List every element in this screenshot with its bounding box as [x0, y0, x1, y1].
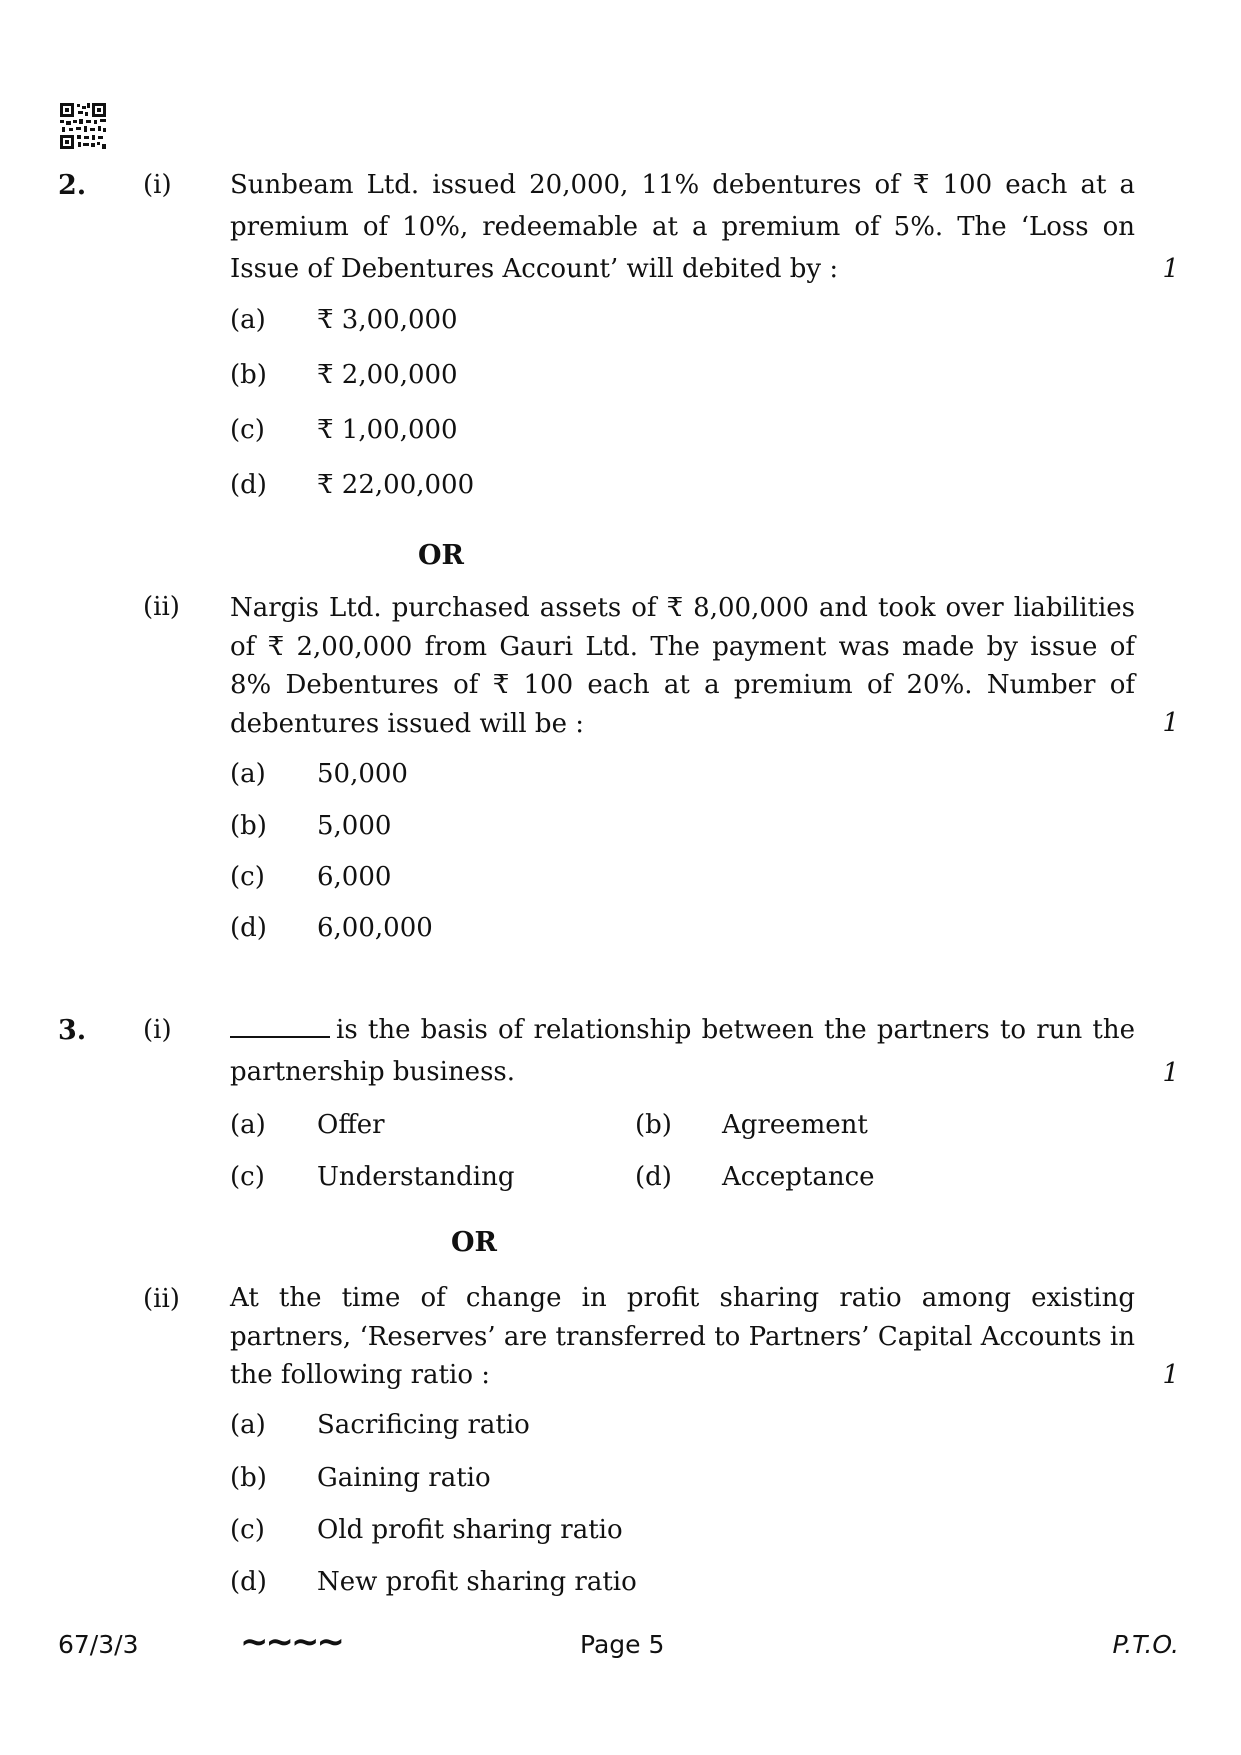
qr-code-icon — [60, 103, 106, 149]
q3-or-separator: OR — [451, 1227, 497, 1258]
q2-ii-option-a-text: 50,000 — [317, 759, 408, 789]
q3-i-option-b-text: Agreement — [722, 1110, 868, 1140]
q3-part-ii-marks: 1 — [1162, 1360, 1179, 1390]
q2-i-option-d-text: ₹ 22,00,000 — [317, 470, 475, 500]
q2-part-i-marks: 1 — [1162, 254, 1179, 284]
q2-part-ii-stem: Nargis Ltd. purchased assets of ₹ 8,00,000 and took over liabilities of ₹ 2,00,000 from Gauri Ltd. The payment was made by issue of 8% Debentures of ₹ 100 each at a premium of 20%. Number of debentures issued will be : — [230, 593, 1135, 739]
q3-ii-option-d-text: New profit sharing ratio — [317, 1567, 637, 1597]
q3-ii-option-c-text: Old profit sharing ratio — [317, 1515, 623, 1545]
q3-part-i-text: is the basis of relationship between the partners to run the partnership business. — [230, 1015, 1135, 1087]
q3-part-ii-label: (ii) — [143, 1284, 180, 1314]
q3-part-i-label: (i) — [143, 1015, 172, 1045]
squiggle-mark: ∼∼∼∼ — [240, 1622, 342, 1662]
q3-ii-option-c-label: (c) — [230, 1515, 265, 1545]
please-turn-over: P.T.O. — [1112, 1630, 1179, 1659]
q3-i-option-d-text: Acceptance — [722, 1162, 875, 1192]
question-number-2: 2. — [58, 170, 87, 201]
q2-i-option-b-label: (b) — [230, 360, 267, 390]
q3-ii-option-b-text: Gaining ratio — [317, 1463, 491, 1493]
fill-in-blank — [230, 1036, 330, 1038]
q2-part-ii-label: (ii) — [143, 592, 180, 622]
q2-i-option-a-label: (a) — [230, 305, 266, 335]
q2-i-option-d-label: (d) — [230, 470, 267, 500]
q3-i-option-b-label: (b) — [635, 1110, 672, 1140]
q3-part-i-marks: 1 — [1162, 1058, 1179, 1088]
q2-part-i-label: (i) — [143, 170, 172, 200]
q3-i-option-d-label: (d) — [635, 1162, 672, 1192]
q3-part-ii-stem: At the time of change in profit sharing ratio among existing partners, ‘Reserves’ are transferred to Partners’ Capital Accounts in the following ratio : — [230, 1283, 1135, 1390]
q2-i-option-c-label: (c) — [230, 415, 265, 445]
q3-ii-option-a-label: (a) — [230, 1410, 266, 1440]
q2-ii-option-c-text: 6,000 — [317, 862, 392, 892]
q3-i-option-c-text: Understanding — [317, 1162, 515, 1192]
paper-code: 67/3/3 — [58, 1630, 139, 1659]
page-number: Page 5 — [580, 1630, 665, 1659]
q3-i-option-a-label: (a) — [230, 1110, 266, 1140]
q2-ii-option-d-text: 6,00,000 — [317, 913, 433, 943]
q2-ii-option-d-label: (d) — [230, 913, 267, 943]
question-number-3: 3. — [58, 1015, 87, 1046]
q3-ii-option-a-text: Sacrificing ratio — [317, 1410, 530, 1440]
q3-ii-option-b-label: (b) — [230, 1463, 267, 1493]
q2-i-option-b-text: ₹ 2,00,000 — [317, 360, 458, 390]
q2-i-option-a-text: ₹ 3,00,000 — [317, 305, 458, 335]
q2-part-i-stem: Sunbeam Ltd. issued 20,000, 11% debentures of ₹ 100 each at a premium of 10%, redeemable at a premium of 5%. The ‘Loss on Issue of Debentures Account’ will debited by : — [230, 170, 1135, 284]
q2-part-ii-marks: 1 — [1162, 708, 1179, 738]
q3-ii-option-d-label: (d) — [230, 1567, 267, 1597]
q2-ii-option-a-label: (a) — [230, 759, 266, 789]
q3-i-option-a-text: Offer — [317, 1110, 385, 1140]
q2-or-separator: OR — [418, 540, 464, 571]
q2-ii-option-b-label: (b) — [230, 811, 267, 841]
q3-i-option-c-label: (c) — [230, 1162, 265, 1192]
q2-ii-option-b-text: 5,000 — [317, 811, 392, 841]
q3-part-i-stem — [230, 1009, 1135, 1093]
q2-i-option-c-text: ₹ 1,00,000 — [317, 415, 458, 445]
q2-ii-option-c-label: (c) — [230, 862, 265, 892]
